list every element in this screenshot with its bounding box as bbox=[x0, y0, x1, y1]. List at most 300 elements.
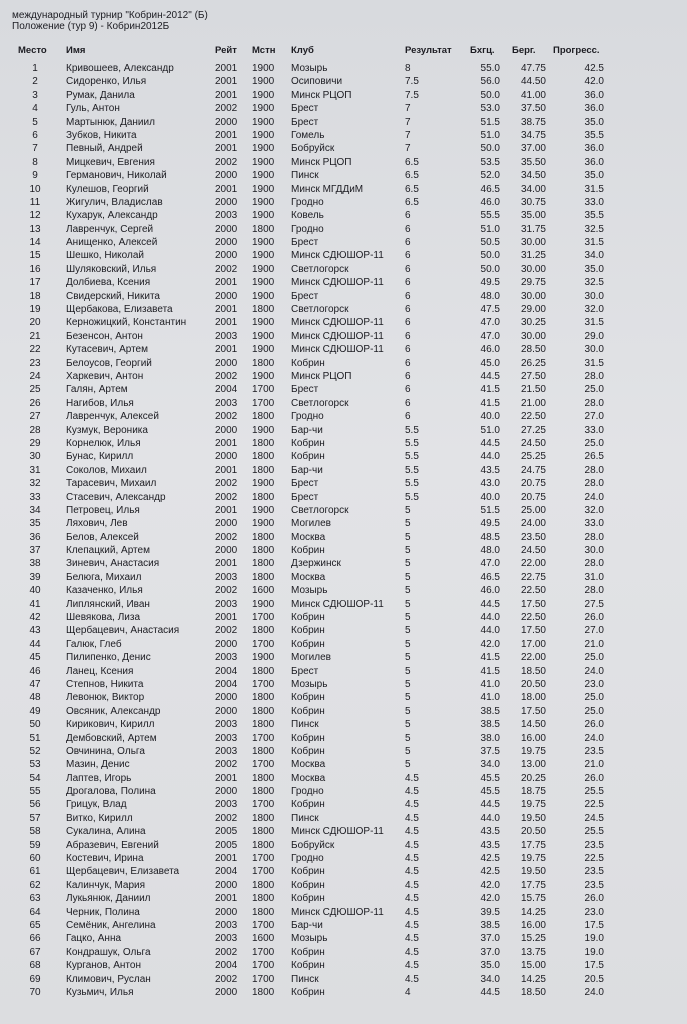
table-row bbox=[0, 236, 687, 249]
column-header-local: Мстн bbox=[252, 45, 276, 56]
buchholz-cell: 42.0 bbox=[480, 879, 500, 891]
result-cell: 4.5 bbox=[405, 866, 419, 878]
berger-cell: 20.75 bbox=[520, 478, 546, 490]
local-rating-cell: 1700 bbox=[252, 397, 275, 409]
name-cell: Белоусов, Георгий bbox=[66, 357, 152, 369]
berger-cell: 21.50 bbox=[520, 384, 546, 396]
progress-cell: 28.0 bbox=[584, 478, 604, 490]
name-cell: Гуль, Антон bbox=[66, 103, 120, 115]
rating-cell: 2001 bbox=[215, 464, 238, 476]
table-row bbox=[0, 183, 687, 196]
progress-cell: 25.5 bbox=[584, 826, 604, 838]
place-cell: 26 bbox=[29, 397, 41, 409]
buchholz-cell: 50.0 bbox=[480, 143, 500, 155]
berger-cell: 16.00 bbox=[520, 732, 546, 744]
rating-cell: 2004 bbox=[215, 678, 238, 690]
place-cell: 61 bbox=[29, 866, 41, 878]
local-rating-cell: 1800 bbox=[252, 665, 275, 677]
rating-cell: 2002 bbox=[215, 370, 238, 382]
progress-cell: 24.5 bbox=[584, 812, 604, 824]
name-cell: Долбиева, Ксения bbox=[66, 277, 151, 289]
progress-cell: 25.0 bbox=[584, 652, 604, 664]
result-cell: 6 bbox=[405, 384, 411, 396]
place-cell: 56 bbox=[29, 799, 41, 811]
progress-cell: 23.5 bbox=[584, 745, 604, 757]
place-cell: 5 bbox=[32, 116, 38, 128]
rating-cell: 2001 bbox=[215, 317, 238, 329]
result-cell: 5.5 bbox=[405, 491, 419, 503]
place-cell: 30 bbox=[29, 451, 41, 463]
local-rating-cell: 1800 bbox=[252, 531, 275, 543]
local-rating-cell: 1800 bbox=[252, 357, 275, 369]
club-cell: Гродно bbox=[291, 786, 324, 798]
table-row bbox=[0, 624, 687, 637]
rating-cell: 2002 bbox=[215, 156, 238, 168]
place-cell: 50 bbox=[29, 719, 41, 731]
rating-cell: 2000 bbox=[215, 357, 238, 369]
rating-cell: 2001 bbox=[215, 143, 238, 155]
place-cell: 48 bbox=[29, 692, 41, 704]
table-row bbox=[0, 932, 687, 945]
berger-cell: 19.50 bbox=[520, 866, 546, 878]
name-cell: Стасевич, Александр bbox=[66, 491, 166, 503]
club-cell: Минск СДЮШОР-11 bbox=[291, 277, 384, 289]
buchholz-cell: 40.0 bbox=[480, 491, 500, 503]
place-cell: 57 bbox=[29, 812, 41, 824]
local-rating-cell: 1900 bbox=[252, 237, 275, 249]
table-row bbox=[0, 330, 687, 343]
place-cell: 33 bbox=[29, 491, 41, 503]
club-cell: Минск МГДДиМ bbox=[291, 183, 364, 195]
name-cell: Кондрашук, Ольга bbox=[66, 946, 151, 958]
place-cell: 53 bbox=[29, 759, 41, 771]
place-cell: 43 bbox=[29, 625, 41, 637]
name-cell: Щербакова, Елизавета bbox=[66, 304, 173, 316]
name-cell: Черник, Полина bbox=[66, 906, 140, 918]
table-row bbox=[0, 276, 687, 289]
local-rating-cell: 1800 bbox=[252, 705, 275, 717]
club-cell: Пинск bbox=[291, 812, 319, 824]
buchholz-cell: 44.5 bbox=[480, 437, 500, 449]
result-cell: 5.5 bbox=[405, 437, 419, 449]
buchholz-cell: 49.5 bbox=[480, 277, 500, 289]
progress-cell: 31.5 bbox=[584, 357, 604, 369]
progress-cell: 23.0 bbox=[584, 678, 604, 690]
progress-cell: 23.5 bbox=[584, 866, 604, 878]
place-cell: 9 bbox=[32, 170, 38, 182]
berger-cell: 25.25 bbox=[520, 451, 546, 463]
name-cell: Шевякова, Лиза bbox=[66, 612, 141, 624]
progress-cell: 36.0 bbox=[584, 143, 604, 155]
rating-cell: 2004 bbox=[215, 960, 238, 972]
local-rating-cell: 1700 bbox=[252, 866, 275, 878]
name-cell: Грицук, Влад bbox=[66, 799, 127, 811]
name-cell: Мартынюк, Даниил bbox=[66, 116, 155, 128]
berger-cell: 30.00 bbox=[520, 263, 546, 275]
club-cell: Брест bbox=[291, 384, 319, 396]
rating-cell: 2002 bbox=[215, 531, 238, 543]
result-cell: 6 bbox=[405, 344, 411, 356]
buchholz-cell: 44.0 bbox=[480, 612, 500, 624]
club-cell: Брест bbox=[291, 103, 319, 115]
local-rating-cell: 1900 bbox=[252, 170, 275, 182]
rating-cell: 2002 bbox=[215, 103, 238, 115]
club-cell: Кобрин bbox=[291, 946, 325, 958]
buchholz-cell: 51.5 bbox=[480, 116, 500, 128]
club-cell: Кобрин bbox=[291, 866, 325, 878]
rating-cell: 2000 bbox=[215, 116, 238, 128]
result-cell: 5.5 bbox=[405, 464, 419, 476]
table-row bbox=[0, 544, 687, 557]
local-rating-cell: 1900 bbox=[252, 76, 275, 88]
club-cell: Минск СДЮШОР-11 bbox=[291, 826, 384, 838]
place-cell: 22 bbox=[29, 344, 41, 356]
place-cell: 41 bbox=[29, 598, 41, 610]
club-cell: Кобрин bbox=[291, 625, 325, 637]
table-row bbox=[0, 450, 687, 463]
place-cell: 32 bbox=[29, 478, 41, 490]
progress-cell: 35.5 bbox=[584, 129, 604, 141]
table-row bbox=[0, 75, 687, 88]
local-rating-cell: 1900 bbox=[252, 143, 275, 155]
club-cell: Кобрин bbox=[291, 799, 325, 811]
result-cell: 6.5 bbox=[405, 196, 419, 208]
buchholz-cell: 38.5 bbox=[480, 920, 500, 931]
progress-cell: 19.0 bbox=[584, 933, 604, 945]
place-cell: 15 bbox=[29, 250, 41, 262]
progress-cell: 25.0 bbox=[584, 692, 604, 704]
table-row bbox=[0, 477, 687, 490]
club-cell: Кобрин bbox=[291, 986, 325, 998]
local-rating-cell: 1800 bbox=[252, 558, 275, 570]
berger-cell: 15.75 bbox=[520, 893, 546, 905]
name-cell: Витко, Кирилл bbox=[66, 812, 133, 824]
name-cell: Костевич, Ирина bbox=[66, 853, 144, 865]
table-row bbox=[0, 89, 687, 102]
place-cell: 40 bbox=[29, 585, 41, 597]
local-rating-cell: 1700 bbox=[252, 612, 275, 624]
berger-cell: 28.50 bbox=[520, 344, 546, 356]
name-cell: Левонюк, Виктор bbox=[66, 692, 145, 704]
rating-cell: 2001 bbox=[215, 277, 238, 289]
name-cell: Ляхович, Лев bbox=[66, 518, 128, 530]
name-cell: Овсяник, Александр bbox=[66, 705, 161, 717]
berger-cell: 26.25 bbox=[520, 357, 546, 369]
club-cell: Кобрин bbox=[291, 960, 325, 972]
local-rating-cell: 1800 bbox=[252, 692, 275, 704]
buchholz-cell: 44.0 bbox=[480, 451, 500, 463]
progress-cell: 30.0 bbox=[584, 290, 604, 302]
table-row bbox=[0, 504, 687, 517]
berger-cell: 34.75 bbox=[520, 129, 546, 141]
berger-cell: 25.00 bbox=[520, 504, 546, 516]
berger-cell: 27.25 bbox=[520, 424, 546, 436]
progress-cell: 33.0 bbox=[584, 424, 604, 436]
place-cell: 11 bbox=[29, 196, 41, 208]
progress-cell: 35.0 bbox=[584, 263, 604, 275]
result-cell: 6.5 bbox=[405, 170, 419, 182]
place-cell: 60 bbox=[29, 853, 41, 865]
result-cell: 4.5 bbox=[405, 772, 419, 784]
progress-cell: 28.0 bbox=[584, 397, 604, 409]
table-row bbox=[0, 718, 687, 731]
table-row bbox=[0, 209, 687, 222]
rating-cell: 2001 bbox=[215, 504, 238, 516]
table-row bbox=[0, 651, 687, 664]
berger-cell: 23.50 bbox=[520, 531, 546, 543]
club-cell: Кобрин bbox=[291, 638, 325, 650]
local-rating-cell: 1900 bbox=[252, 504, 275, 516]
berger-cell: 13.00 bbox=[520, 759, 546, 771]
rating-cell: 2000 bbox=[215, 196, 238, 208]
name-cell: Безенсон, Антон bbox=[66, 330, 143, 342]
result-cell: 7 bbox=[405, 103, 411, 115]
buchholz-cell: 44.0 bbox=[480, 812, 500, 824]
rating-cell: 2000 bbox=[215, 879, 238, 891]
result-cell: 8 bbox=[405, 63, 411, 74]
progress-cell: 22.5 bbox=[584, 799, 604, 811]
rating-cell: 2003 bbox=[215, 652, 238, 664]
rating-cell: 2001 bbox=[215, 612, 238, 624]
place-cell: 66 bbox=[29, 933, 41, 945]
buchholz-cell: 43.0 bbox=[480, 478, 500, 490]
buchholz-cell: 44.5 bbox=[480, 799, 500, 811]
progress-cell: 33.0 bbox=[584, 196, 604, 208]
club-cell: Пинск bbox=[291, 719, 319, 731]
name-cell: Белюга, Михаил bbox=[66, 571, 142, 583]
rating-cell: 2001 bbox=[215, 183, 238, 195]
name-cell: Шешко, Николай bbox=[66, 250, 144, 262]
berger-cell: 31.75 bbox=[520, 223, 546, 235]
place-cell: 10 bbox=[29, 183, 41, 195]
result-cell: 6 bbox=[405, 370, 411, 382]
rating-cell: 2003 bbox=[215, 330, 238, 342]
progress-cell: 32.0 bbox=[584, 304, 604, 316]
place-cell: 24 bbox=[29, 370, 41, 382]
rating-cell: 2003 bbox=[215, 920, 238, 931]
place-cell: 58 bbox=[29, 826, 41, 838]
rating-cell: 2001 bbox=[215, 63, 238, 74]
rating-cell: 2003 bbox=[215, 799, 238, 811]
progress-cell: 20.5 bbox=[584, 973, 604, 985]
club-cell: Минск СДЮШОР-11 bbox=[291, 250, 384, 262]
local-rating-cell: 1600 bbox=[252, 933, 275, 945]
rating-cell: 2002 bbox=[215, 585, 238, 597]
result-cell: 7 bbox=[405, 143, 411, 155]
name-cell: Дрогалова, Полина bbox=[66, 786, 156, 798]
table-row bbox=[0, 986, 687, 999]
rating-cell: 2001 bbox=[215, 89, 238, 101]
result-cell: 5 bbox=[405, 759, 411, 771]
berger-cell: 22.00 bbox=[520, 652, 546, 664]
place-cell: 1 bbox=[32, 63, 38, 74]
local-rating-cell: 1900 bbox=[252, 652, 275, 664]
buchholz-cell: 47.0 bbox=[480, 558, 500, 570]
club-cell: Бар-чи bbox=[291, 920, 323, 931]
progress-cell: 23.0 bbox=[584, 906, 604, 918]
local-rating-cell: 1900 bbox=[252, 63, 275, 74]
progress-cell: 26.0 bbox=[584, 893, 604, 905]
berger-cell: 22.50 bbox=[520, 612, 546, 624]
berger-cell: 24.50 bbox=[520, 545, 546, 557]
berger-cell: 24.75 bbox=[520, 464, 546, 476]
club-cell: Кобрин bbox=[291, 732, 325, 744]
local-rating-cell: 1800 bbox=[252, 906, 275, 918]
table-row bbox=[0, 906, 687, 919]
name-cell: Калинчук, Мария bbox=[66, 879, 146, 891]
local-rating-cell: 1900 bbox=[252, 103, 275, 115]
local-rating-cell: 1900 bbox=[252, 263, 275, 275]
table-row bbox=[0, 142, 687, 155]
buchholz-cell: 48.0 bbox=[480, 290, 500, 302]
rating-cell: 2001 bbox=[215, 558, 238, 570]
table-row bbox=[0, 491, 687, 504]
club-cell: Пинск bbox=[291, 973, 319, 985]
result-cell: 4.5 bbox=[405, 960, 419, 972]
berger-cell: 14.25 bbox=[520, 973, 546, 985]
place-cell: 37 bbox=[29, 545, 41, 557]
berger-cell: 22.00 bbox=[520, 558, 546, 570]
berger-cell: 17.50 bbox=[520, 598, 546, 610]
result-cell: 6 bbox=[405, 330, 411, 342]
club-cell: Бар-чи bbox=[291, 464, 323, 476]
table-row bbox=[0, 397, 687, 410]
progress-cell: 35.5 bbox=[584, 210, 604, 222]
club-cell: Мозырь bbox=[291, 933, 328, 945]
berger-cell: 35.00 bbox=[520, 210, 546, 222]
result-cell: 6 bbox=[405, 411, 411, 423]
place-cell: 6 bbox=[32, 129, 38, 141]
berger-cell: 37.00 bbox=[520, 143, 546, 155]
local-rating-cell: 1800 bbox=[252, 411, 275, 423]
buchholz-cell: 43.5 bbox=[480, 839, 500, 851]
table-row bbox=[0, 156, 687, 169]
result-cell: 4.5 bbox=[405, 812, 419, 824]
berger-cell: 17.50 bbox=[520, 705, 546, 717]
table-row bbox=[0, 598, 687, 611]
club-cell: Кобрин bbox=[291, 437, 325, 449]
berger-cell: 30.25 bbox=[520, 317, 546, 329]
progress-cell: 31.5 bbox=[584, 237, 604, 249]
table-row bbox=[0, 959, 687, 972]
buchholz-cell: 44.5 bbox=[480, 986, 500, 998]
buchholz-cell: 46.5 bbox=[480, 571, 500, 583]
name-cell: Керножицкий, Константин bbox=[66, 317, 187, 329]
name-cell: Сидоренко, Илья bbox=[66, 76, 147, 88]
table-row bbox=[0, 531, 687, 544]
table-row bbox=[0, 638, 687, 651]
buchholz-cell: 42.5 bbox=[480, 866, 500, 878]
rating-cell: 2000 bbox=[215, 451, 238, 463]
name-cell: Галюк, Глеб bbox=[66, 638, 122, 650]
buchholz-cell: 41.5 bbox=[480, 384, 500, 396]
table-row bbox=[0, 303, 687, 316]
club-cell: Брест bbox=[291, 290, 319, 302]
table-row bbox=[0, 812, 687, 825]
place-cell: 38 bbox=[29, 558, 41, 570]
club-cell: Москва bbox=[291, 772, 326, 784]
local-rating-cell: 1800 bbox=[252, 893, 275, 905]
buchholz-cell: 50.0 bbox=[480, 263, 500, 275]
buchholz-cell: 50.0 bbox=[480, 89, 500, 101]
local-rating-cell: 1900 bbox=[252, 156, 275, 168]
place-cell: 7 bbox=[32, 143, 38, 155]
result-cell: 4.5 bbox=[405, 920, 419, 931]
local-rating-cell: 1800 bbox=[252, 625, 275, 637]
result-cell: 6 bbox=[405, 317, 411, 329]
local-rating-cell: 1800 bbox=[252, 986, 275, 998]
club-cell: Москва bbox=[291, 531, 326, 543]
local-rating-cell: 1700 bbox=[252, 946, 275, 958]
local-rating-cell: 1900 bbox=[252, 196, 275, 208]
berger-cell: 37.50 bbox=[520, 103, 546, 115]
club-cell: Ковель bbox=[291, 210, 324, 222]
club-cell: Гродно bbox=[291, 853, 324, 865]
table-row bbox=[0, 290, 687, 303]
berger-cell: 20.75 bbox=[520, 491, 546, 503]
result-cell: 5 bbox=[405, 732, 411, 744]
club-cell: Минск РЦОП bbox=[291, 156, 352, 168]
buchholz-cell: 34.0 bbox=[480, 973, 500, 985]
club-cell: Кобрин bbox=[291, 705, 325, 717]
result-cell: 5.5 bbox=[405, 424, 419, 436]
buchholz-cell: 42.5 bbox=[480, 853, 500, 865]
name-cell: Семёник, Ангелина bbox=[66, 920, 156, 931]
buchholz-cell: 42.0 bbox=[480, 638, 500, 650]
table-row bbox=[0, 263, 687, 276]
rating-cell: 2005 bbox=[215, 826, 238, 838]
berger-cell: 34.00 bbox=[520, 183, 546, 195]
place-cell: 25 bbox=[29, 384, 41, 396]
local-rating-cell: 1800 bbox=[252, 839, 275, 851]
result-cell: 4.5 bbox=[405, 839, 419, 851]
local-rating-cell: 1800 bbox=[252, 437, 275, 449]
name-cell: Нагибов, Илья bbox=[66, 397, 134, 409]
progress-cell: 32.5 bbox=[584, 223, 604, 235]
progress-cell: 19.0 bbox=[584, 946, 604, 958]
local-rating-cell: 1900 bbox=[252, 210, 275, 222]
name-cell: Мазин, Денис bbox=[66, 759, 130, 771]
place-cell: 23 bbox=[29, 357, 41, 369]
name-cell: Сукалина, Алина bbox=[66, 826, 146, 838]
club-cell: Минск РЦОП bbox=[291, 370, 352, 382]
club-cell: Светлогорск bbox=[291, 397, 349, 409]
rating-cell: 2000 bbox=[215, 986, 238, 998]
club-cell: Брест bbox=[291, 237, 319, 249]
club-cell: Минск СДЮШОР-11 bbox=[291, 598, 384, 610]
buchholz-cell: 41.5 bbox=[480, 665, 500, 677]
progress-cell: 27.0 bbox=[584, 411, 604, 423]
berger-cell: 21.00 bbox=[520, 397, 546, 409]
club-cell: Минск СДЮШОР-11 bbox=[291, 317, 384, 329]
place-cell: 65 bbox=[29, 920, 41, 931]
buchholz-cell: 55.0 bbox=[480, 63, 500, 74]
table-row bbox=[0, 437, 687, 450]
buchholz-cell: 53.0 bbox=[480, 103, 500, 115]
club-cell: Светлогорск bbox=[291, 304, 349, 316]
berger-cell: 24.50 bbox=[520, 437, 546, 449]
name-cell: Корнелюк, Илья bbox=[66, 437, 141, 449]
column-header-buchholz: Бхгц. bbox=[470, 45, 495, 56]
rating-cell: 2002 bbox=[215, 759, 238, 771]
rating-cell: 2000 bbox=[215, 786, 238, 798]
place-cell: 13 bbox=[29, 223, 41, 235]
name-cell: Климович, Руслан bbox=[66, 973, 151, 985]
berger-cell: 30.00 bbox=[520, 330, 546, 342]
local-rating-cell: 1900 bbox=[252, 290, 275, 302]
table-row bbox=[0, 785, 687, 798]
rating-cell: 2002 bbox=[215, 478, 238, 490]
